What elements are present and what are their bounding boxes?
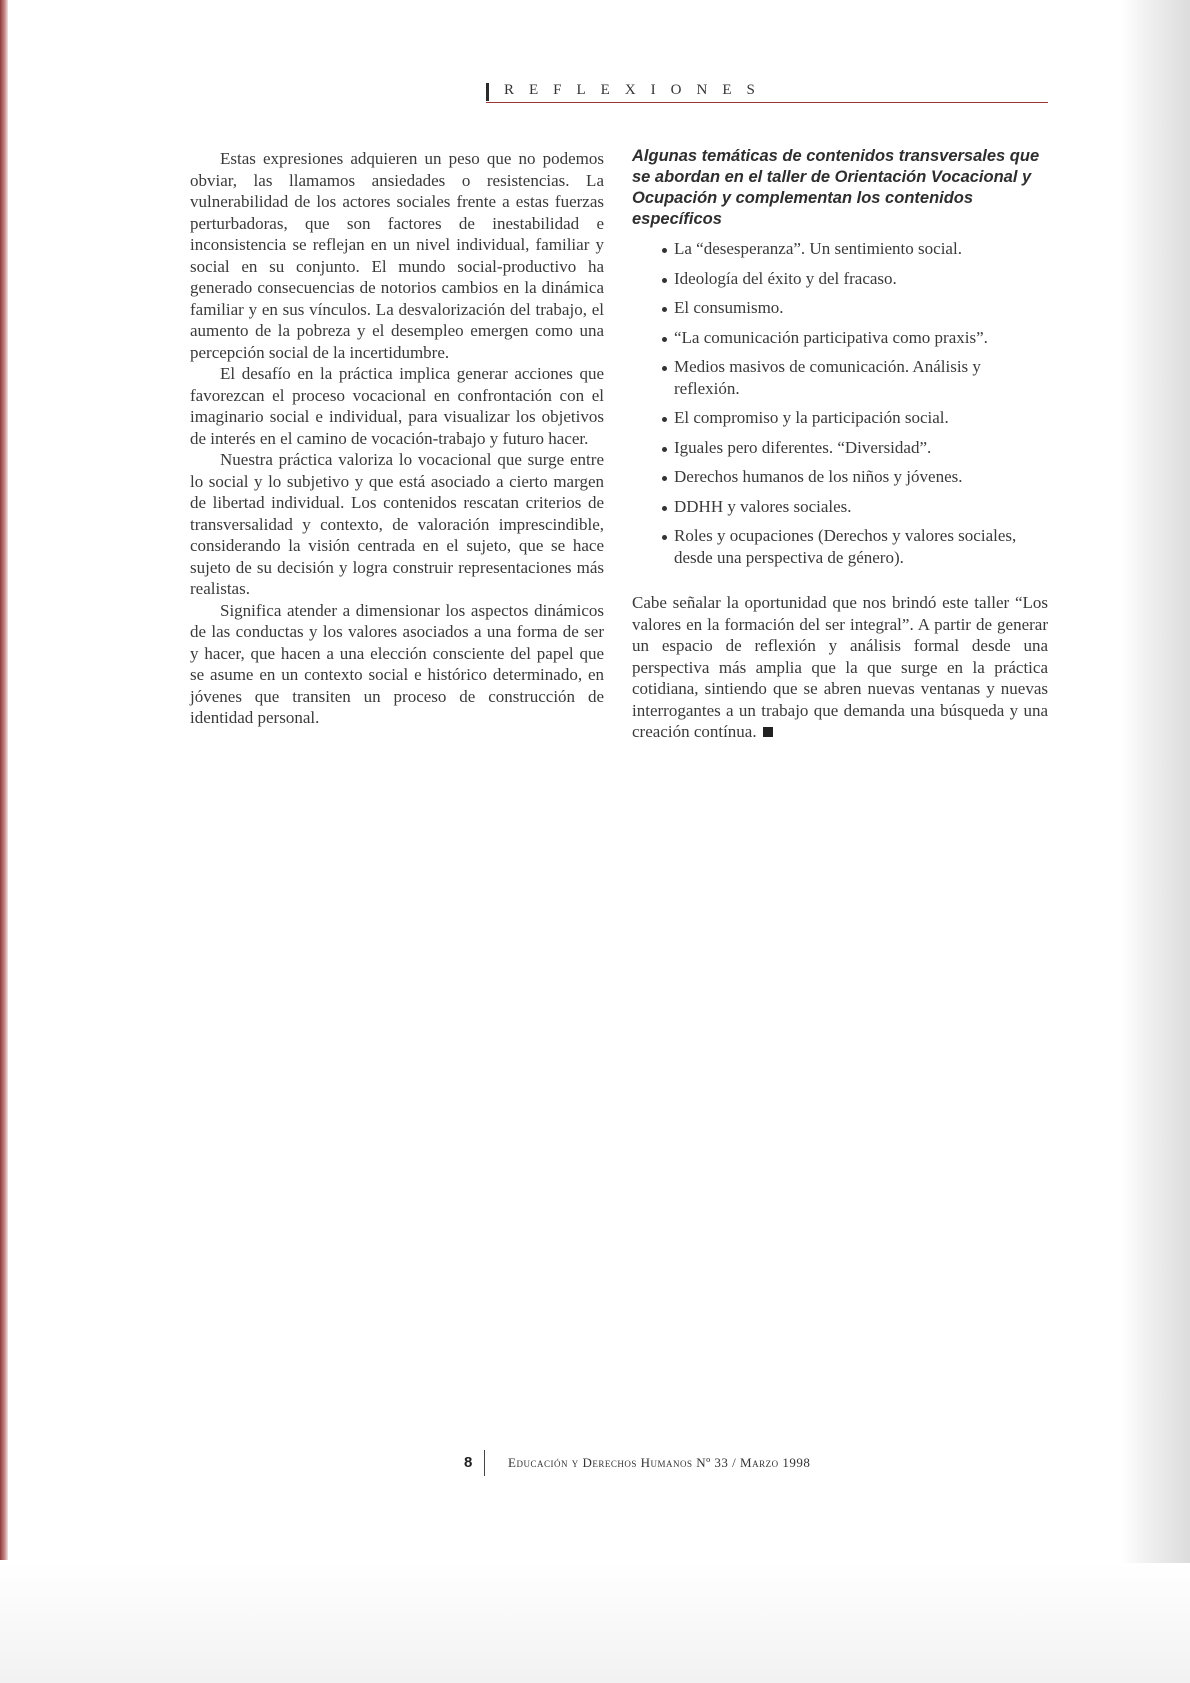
paragraph: Significa atender a dimensionar los aspectos dinámicos de las conductas y los valores asociados a una forma de ser y hacer, que hacen a una elección consciente del papel que se asume en un contexto social e histórico determinado, en jóvenes que transiten un proceso de construcción de identidad personal.	[190, 600, 604, 727]
topics-heading: Algunas temáticas de contenidos transversales que se abordan en el taller de Orientación Vocacional y Ocupación y complementan los contenidos específicos	[632, 147, 1040, 228]
header-bar	[486, 83, 489, 101]
list-item: Medios masivos de comunicación. Análisis y reflexión.	[662, 356, 1048, 399]
page-number: 8	[464, 1454, 473, 1471]
running-header	[486, 80, 1048, 104]
list-item: La “desesperanza”. Un sentimiento social.	[662, 238, 1048, 260]
scan-bottom-shadow	[0, 1563, 1190, 1683]
list-item: Roles y ocupaciones (Derechos y valores sociales, desde una perspectiva de género).	[662, 525, 1048, 568]
closing-text: Cabe señalar la oportunidad que nos brindó este taller “Los valores en la formación del ser integral”. A partir de generar un espacio de reflexión y análisis formal desde una perspectiva más amplia que la que surge en la práctica cotidiana, sintiendo que se abren nuevas ventanas y nuevas interrogantes a un trabajo que demanda una búsqueda y una creación contínua.	[632, 593, 1048, 741]
list-item: “La comunicación participativa como praxis”.	[662, 327, 1048, 349]
list-item: El consumismo.	[662, 297, 1048, 319]
left-column	[190, 148, 604, 729]
page-footer	[460, 1452, 940, 1478]
paragraph: El desafío en la práctica implica generar acciones que favorezcan el proceso vocacional en confrontación con el imaginario social e individual, para visualizar los objetivos de interés en el camino de vocación-trabajo y futuro hacer.	[190, 364, 604, 448]
paragraph: Estas expresiones adquieren un peso que no podemos obviar, las llamamos ansiedades o resistencias. La vulnerabilidad de los actores sociales frente a estas fuerzas perturbadoras, que son factores de inestabilidad e inconsistencia se reflejan en un nivel individual, familiar y social en su conjunto. El mundo social-productivo ha generado consecuencias de notorios cambios en la dinámica familiar y en sus vínculos. La desvalorización del trabajo, el aumento de la pobreza y el desempleo emergen como una percepción social de la incertidumbre.	[190, 149, 604, 362]
list-item: DDHH y valores sociales.	[662, 496, 1048, 518]
publication-info: Educación y Derechos Humanos Nº 33 / Marzo 1998	[508, 1455, 811, 1470]
header-rule	[486, 102, 1048, 103]
scan-edge-left	[0, 0, 8, 1560]
end-square-icon	[763, 727, 773, 737]
footer-separator	[484, 1450, 485, 1476]
list-item: Ideología del éxito y del fracaso.	[662, 268, 1048, 290]
paragraph: Nuestra práctica valoriza lo vocacional que surge entre lo social y lo subjetivo y que está asociado a cierto margen de libertad individual. Los contenidos rescatan criterios de transversalidad y contexto, de valoración imprescindible, considerando la visión centrada en el sujeto, que se hace sujeto de su decisión y logra construir representaciones más realistas.	[190, 450, 604, 598]
topics-list	[632, 238, 1048, 568]
section-title: REFLEXIONES	[504, 82, 770, 98]
list-item: Iguales pero diferentes. “Diversidad”.	[662, 437, 1048, 459]
closing-paragraph	[632, 592, 1048, 743]
right-column	[632, 146, 1048, 743]
list-item: Derechos humanos de los niños y jóvenes.	[662, 466, 1048, 488]
list-item: El compromiso y la participación social.	[662, 407, 1048, 429]
scan-edge-right	[1120, 0, 1190, 1683]
